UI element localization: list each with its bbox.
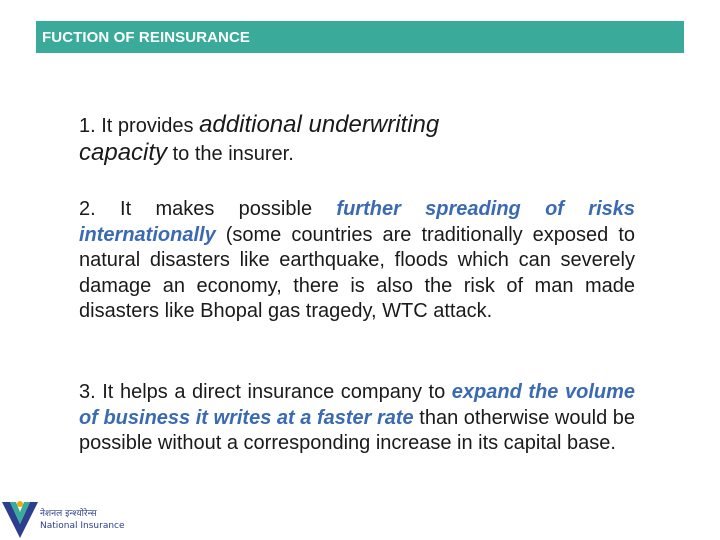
point-2-tail: (some countries are traditionally exposed to natural disasters like earthquake, floods which can severely damage an economy, there is also the risk of man made disasters like Bhopal gas tragedy, WTC attack. [79,223,635,322]
point-1-emphasis: additional underwriting [199,111,440,138]
logo-text [40,508,125,532]
point-2-lead: 2. It makes possible [79,198,337,220]
point-1-tail: to the insurer. [167,142,294,165]
point-3-emphasis: expand [451,381,522,403]
point-1-emphasis-2: capacity [79,138,168,166]
national-insurance-logo-icon [0,490,40,540]
page-title: FUCTION OF REINSURANCE [42,28,251,46]
point-1-lead: 1. It provides [79,115,200,137]
title-bar [36,21,684,53]
point-2-emphasis: further spreading of risks internationally [79,198,635,246]
company-logo [0,490,125,540]
logo-text-english: National Insurance [40,521,125,531]
logo-text-hindi: नेशनल इन्श्योरेन्स [40,509,97,519]
point-3 [79,380,635,457]
point-3-tail: than otherwise would be possible without a corresponding increase in its capital base. [79,406,636,454]
point-1 [79,112,635,167]
point-3-emphasis-2: the volume of business it writes at a faster rate [79,381,636,429]
point-3-lead: 3. It helps a direct insurance company to [79,381,452,403]
point-2 [79,197,635,325]
